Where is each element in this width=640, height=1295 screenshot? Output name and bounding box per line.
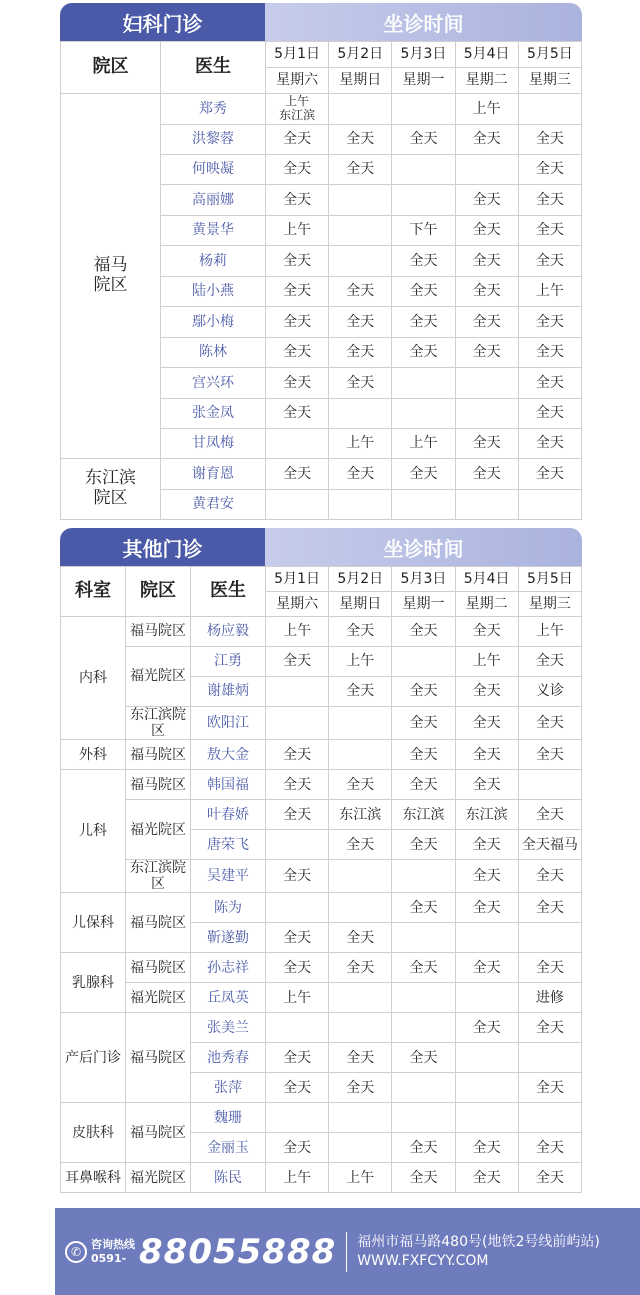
- schedule-cell: 全天: [455, 338, 518, 368]
- schedule-cell: 全天: [455, 277, 518, 307]
- schedule-cell: 全天: [455, 185, 518, 216]
- schedule-cell: 全天: [455, 770, 518, 800]
- schedule-cell: 全天: [266, 740, 329, 770]
- gyn-schedule-table: [60, 41, 582, 520]
- doctor-name: 孙志祥: [191, 953, 266, 983]
- schedule-cell: [455, 1103, 518, 1133]
- schedule-cell: 全天: [266, 338, 329, 368]
- schedule-cell: 全天: [329, 307, 392, 338]
- schedule-cell: [329, 893, 392, 923]
- schedule-cell: 全天: [518, 125, 581, 155]
- area-cell: 福光院区: [126, 983, 191, 1013]
- schedule-cell: 全天: [392, 246, 455, 277]
- date-header: 5月3日: [392, 42, 455, 68]
- table-row: [61, 94, 582, 125]
- schedule-cell: 全天: [329, 617, 392, 647]
- schedule-cell: 全天: [329, 338, 392, 368]
- date-header: 5月4日: [455, 567, 518, 592]
- schedule-cell: [455, 983, 518, 1013]
- schedule-cell: [266, 830, 329, 860]
- schedule-cell: 全天: [518, 429, 581, 459]
- schedule-cell: 上午 东江滨: [266, 94, 329, 125]
- schedule-cell: 全天: [518, 707, 581, 740]
- schedule-cell: 全天: [392, 953, 455, 983]
- schedule-cell: [518, 1043, 581, 1073]
- table-row: [61, 707, 582, 740]
- schedule-cell: [518, 1103, 581, 1133]
- schedule-cell: 全天: [329, 953, 392, 983]
- schedule-cell: 全天: [392, 1133, 455, 1163]
- date-header: 5月5日: [518, 567, 581, 592]
- schedule-cell: [455, 1043, 518, 1073]
- schedule-cell: 全天: [455, 893, 518, 923]
- schedule-cell: 全天: [266, 368, 329, 399]
- doctor-name: 靳遂勤: [191, 923, 266, 953]
- schedule-cell: 全天: [392, 893, 455, 923]
- schedule-cell: 全天: [329, 459, 392, 490]
- schedule-cell: [329, 216, 392, 246]
- schedule-cell: [392, 1103, 455, 1133]
- doctor-name: 高丽娜: [161, 185, 266, 216]
- schedule-cell: 全天: [518, 953, 581, 983]
- schedule-cell: 全天: [518, 1163, 581, 1193]
- dept-cell: 耳鼻喉科: [61, 1163, 126, 1193]
- dept-cell: 外科: [61, 740, 126, 770]
- col-dept: 科室: [61, 567, 126, 617]
- area-cell: 东江滨 院区: [61, 459, 161, 520]
- schedule-cell: 上午: [518, 617, 581, 647]
- phone-icon: ✆: [65, 1241, 87, 1263]
- schedule-cell: 全天: [329, 770, 392, 800]
- schedule-cell: [392, 368, 455, 399]
- doctor-name: 唐荣飞: [191, 830, 266, 860]
- schedule-cell: 全天: [455, 429, 518, 459]
- schedule-cell: 全天: [266, 307, 329, 338]
- doctor-name: 池秀春: [191, 1043, 266, 1073]
- schedule-cell: 全天: [518, 338, 581, 368]
- schedule-cell: 全天: [455, 246, 518, 277]
- schedule-cell: 全天: [266, 647, 329, 677]
- other-schedule-table: [60, 566, 582, 1193]
- schedule-cell: 全天: [329, 155, 392, 185]
- schedule-cell: [329, 1103, 392, 1133]
- schedule-cell: [392, 983, 455, 1013]
- schedule-cell: 全天: [329, 277, 392, 307]
- schedule-cell: 全天: [518, 368, 581, 399]
- schedule-cell: 全天: [266, 246, 329, 277]
- doctor-name: 郑秀: [161, 94, 266, 125]
- col-doctor: 医生: [191, 567, 266, 617]
- schedule-cell: 全天: [518, 399, 581, 429]
- schedule-cell: 全天: [455, 459, 518, 490]
- schedule-cell: 全天: [329, 1043, 392, 1073]
- doctor-name: 张萍: [191, 1073, 266, 1103]
- date-header: 5月3日: [392, 567, 455, 592]
- schedule-cell: 全天: [329, 1073, 392, 1103]
- schedule-cell: 上午: [329, 647, 392, 677]
- schedule-cell: [392, 490, 455, 520]
- schedule-cell: 全天: [455, 740, 518, 770]
- doctor-name: 甘凤梅: [161, 429, 266, 459]
- dept-cell: 内科: [61, 617, 126, 740]
- schedule-cell: 全天: [518, 1073, 581, 1103]
- area-cell: 东江滨院区: [126, 860, 191, 893]
- area-cell: 福马院区: [126, 770, 191, 800]
- schedule-cell: 全天: [518, 459, 581, 490]
- doctor-name: 杨莉: [161, 246, 266, 277]
- schedule-cell: [455, 368, 518, 399]
- col-area: 院区: [61, 42, 161, 94]
- schedule-cell: [392, 1013, 455, 1043]
- table-row: [61, 1103, 582, 1133]
- weekday-header: 星期三: [518, 68, 581, 94]
- area-cell: 福马院区: [126, 893, 191, 953]
- schedule-cell: 上午: [455, 94, 518, 125]
- divider: [346, 1232, 347, 1272]
- schedule-cell: 全天: [266, 1073, 329, 1103]
- doctor-name: 鄢小梅: [161, 307, 266, 338]
- schedule-cell: 全天: [518, 800, 581, 830]
- schedule-cell: [455, 923, 518, 953]
- schedule-cell: 上午: [266, 983, 329, 1013]
- dept-cell: 乳腺科: [61, 953, 126, 1013]
- schedule-cell: 全天: [392, 677, 455, 707]
- schedule-cell: [455, 490, 518, 520]
- schedule-cell: [455, 155, 518, 185]
- schedule-cell: [518, 923, 581, 953]
- schedule-cell: 全天: [455, 307, 518, 338]
- schedule-cell: 全天: [518, 216, 581, 246]
- schedule-cell: [266, 429, 329, 459]
- schedule-cell: 全天: [266, 185, 329, 216]
- schedule-cell: 全天: [392, 770, 455, 800]
- schedule-cell: 全天: [266, 1133, 329, 1163]
- schedule-cell: 上午: [266, 617, 329, 647]
- schedule-cell: 全天: [455, 1013, 518, 1043]
- area-cell: 福马院区: [126, 740, 191, 770]
- doctor-name: 杨应毅: [191, 617, 266, 647]
- schedule-cell: [266, 677, 329, 707]
- schedule-cell: 全天: [266, 155, 329, 185]
- schedule-cell: [392, 155, 455, 185]
- schedule-cell: 全天福马: [518, 830, 581, 860]
- schedule-cell: [329, 740, 392, 770]
- table-row: [61, 860, 582, 893]
- schedule-cell: [392, 860, 455, 893]
- schedule-cell: [518, 770, 581, 800]
- table-row: [61, 647, 582, 677]
- schedule-cell: 上午: [518, 277, 581, 307]
- gyn-title: 妇科门诊: [60, 3, 265, 41]
- schedule-cell: 全天: [266, 953, 329, 983]
- doctor-name: 谢育恩: [161, 459, 266, 490]
- schedule-cell: 全天: [455, 216, 518, 246]
- schedule-cell: [392, 185, 455, 216]
- schedule-cell: 全天: [266, 923, 329, 953]
- schedule-cell: 全天: [266, 399, 329, 429]
- schedule-cell: [455, 399, 518, 429]
- dept-cell: 儿科: [61, 770, 126, 893]
- schedule-cell: [329, 246, 392, 277]
- schedule-cell: 东江滨: [392, 800, 455, 830]
- schedule-cell: 全天: [518, 647, 581, 677]
- doctor-name: 陈为: [191, 893, 266, 923]
- doctor-name: 陈民: [191, 1163, 266, 1193]
- doctor-name: 张美兰: [191, 1013, 266, 1043]
- schedule-cell: 全天: [455, 1163, 518, 1193]
- schedule-cell: [329, 1013, 392, 1043]
- schedule-cell: 全天: [518, 1013, 581, 1043]
- schedule-cell: [392, 399, 455, 429]
- date-header: 5月5日: [518, 42, 581, 68]
- table-row: [61, 893, 582, 923]
- table-row: [61, 1013, 582, 1043]
- schedule-cell: 全天: [329, 923, 392, 953]
- schedule-cell: 全天: [455, 617, 518, 647]
- doctor-name: 丘凤英: [191, 983, 266, 1013]
- schedule-cell: [329, 983, 392, 1013]
- schedule-cell: 上午: [329, 1163, 392, 1193]
- schedule-cell: 上午: [455, 647, 518, 677]
- schedule-cell: [266, 893, 329, 923]
- doctor-name: 陈林: [161, 338, 266, 368]
- schedule-cell: 全天: [455, 953, 518, 983]
- schedule-cell: 全天: [518, 307, 581, 338]
- other-time-title: 坐诊时间: [265, 528, 582, 566]
- schedule-cell: 全天: [329, 677, 392, 707]
- area-cell: 福马院区: [126, 953, 191, 983]
- table-row: [61, 953, 582, 983]
- schedule-cell: [518, 94, 581, 125]
- schedule-cell: 全天: [266, 800, 329, 830]
- schedule-cell: 全天: [518, 860, 581, 893]
- schedule-cell: 全天: [455, 125, 518, 155]
- schedule-cell: 全天: [518, 1133, 581, 1163]
- phone-number[interactable]: 88055888: [139, 1231, 337, 1272]
- schedule-cell: 全天: [455, 1133, 518, 1163]
- area-cell: 福马院区: [126, 1103, 191, 1163]
- schedule-cell: 全天: [329, 830, 392, 860]
- doctor-name: 韩国福: [191, 770, 266, 800]
- doctor-name: 张金凤: [161, 399, 266, 429]
- weekday-header: 星期日: [329, 592, 392, 617]
- schedule-cell: 全天: [392, 125, 455, 155]
- schedule-cell: 上午: [329, 429, 392, 459]
- schedule-cell: 全天: [455, 677, 518, 707]
- schedule-cell: 全天: [455, 830, 518, 860]
- schedule-cell: [329, 94, 392, 125]
- area-cell: 福光院区: [126, 647, 191, 707]
- gyn-header: [60, 3, 582, 41]
- schedule-cell: [329, 399, 392, 429]
- schedule-cell: [266, 707, 329, 740]
- schedule-cell: [329, 185, 392, 216]
- schedule-cell: 全天: [329, 368, 392, 399]
- schedule-cell: 全天: [392, 459, 455, 490]
- schedule-cell: 义诊: [518, 677, 581, 707]
- col-doctor: 医生: [161, 42, 266, 94]
- schedule-cell: 东江滨: [329, 800, 392, 830]
- weekday-header: 星期二: [455, 592, 518, 617]
- schedule-cell: 全天: [392, 830, 455, 860]
- schedule-cell: 全天: [392, 338, 455, 368]
- doctor-name: 敖大金: [191, 740, 266, 770]
- other-title: 其他门诊: [60, 528, 265, 566]
- weekday-header: 星期三: [518, 592, 581, 617]
- schedule-cell: [392, 923, 455, 953]
- doctor-name: 宫兴环: [161, 368, 266, 399]
- date-header: 5月4日: [455, 42, 518, 68]
- table-row: [61, 740, 582, 770]
- doctor-name: 金丽玉: [191, 1133, 266, 1163]
- schedule-cell: [266, 1103, 329, 1133]
- area-cell: 东江滨院区: [126, 707, 191, 740]
- weekday-header: 星期六: [266, 68, 329, 94]
- schedule-cell: [266, 1013, 329, 1043]
- website-link[interactable]: WWW.FXFCYY.COM: [357, 1252, 489, 1269]
- doctor-name: 谢雄炳: [191, 677, 266, 707]
- area-cell: 福光院区: [126, 800, 191, 860]
- schedule-cell: 全天: [518, 185, 581, 216]
- schedule-cell: 上午: [266, 1163, 329, 1193]
- schedule-cell: [329, 707, 392, 740]
- schedule-cell: 全天: [455, 707, 518, 740]
- schedule-cell: 全天: [455, 860, 518, 893]
- date-header: 5月2日: [329, 567, 392, 592]
- schedule-cell: [392, 94, 455, 125]
- schedule-cell: 全天: [518, 740, 581, 770]
- dept-cell: 产后门诊: [61, 1013, 126, 1103]
- doctor-name: 洪黎蓉: [161, 125, 266, 155]
- weekday-header: 星期日: [329, 68, 392, 94]
- weekday-header: 星期二: [455, 68, 518, 94]
- schedule-cell: [266, 490, 329, 520]
- dept-cell: 儿保科: [61, 893, 126, 953]
- table-row: [61, 459, 582, 490]
- schedule-cell: 全天: [518, 155, 581, 185]
- doctor-name: 陆小燕: [161, 277, 266, 307]
- address: 福州市福马路480号(地铁2号线前屿站): [357, 1233, 600, 1250]
- date-header: 5月1日: [266, 567, 329, 592]
- schedule-cell: 全天: [392, 307, 455, 338]
- schedule-cell: 全天: [392, 1043, 455, 1073]
- area-cell: 福马 院区: [61, 94, 161, 459]
- hotline-block: [91, 1238, 135, 1264]
- schedule-cell: 全天: [266, 125, 329, 155]
- schedule-cell: 下午: [392, 216, 455, 246]
- dept-cell: 皮肤科: [61, 1103, 126, 1163]
- schedule-cell: 全天: [392, 277, 455, 307]
- doctor-name: 叶春娇: [191, 800, 266, 830]
- schedule-cell: 全天: [266, 277, 329, 307]
- doctor-name: 黄君安: [161, 490, 266, 520]
- table-row: [61, 800, 582, 830]
- weekday-header: 星期六: [266, 592, 329, 617]
- date-header: 5月2日: [329, 42, 392, 68]
- schedule-cell: 全天: [518, 893, 581, 923]
- schedule-cell: 东江滨: [455, 800, 518, 830]
- area-cell: 福光院区: [126, 1163, 191, 1193]
- schedule-cell: 全天: [392, 617, 455, 647]
- schedule-cell: [329, 860, 392, 893]
- schedule-cell: [329, 490, 392, 520]
- schedule-cell: 全天: [518, 246, 581, 277]
- schedule-cell: 全天: [266, 459, 329, 490]
- table-row: [61, 770, 582, 800]
- schedule-cell: 上午: [392, 429, 455, 459]
- table-row: [61, 1163, 582, 1193]
- schedule-cell: [392, 647, 455, 677]
- schedule-cell: 全天: [392, 740, 455, 770]
- weekday-header: 星期一: [392, 68, 455, 94]
- schedule-cell: 进修: [518, 983, 581, 1013]
- doctor-name: 吴建平: [191, 860, 266, 893]
- area-cell: 福马院区: [126, 1013, 191, 1103]
- hotline-label: 咨询热线: [91, 1238, 135, 1252]
- schedule-cell: 全天: [329, 125, 392, 155]
- other-header: [60, 528, 582, 566]
- col-area: 院区: [126, 567, 191, 617]
- schedule-cell: 上午: [266, 216, 329, 246]
- schedule-cell: 全天: [266, 770, 329, 800]
- schedule-cell: 全天: [266, 1043, 329, 1073]
- schedule-cell: 全天: [392, 707, 455, 740]
- weekday-header: 星期一: [392, 592, 455, 617]
- doctor-name: 江勇: [191, 647, 266, 677]
- schedule-cell: 全天: [266, 860, 329, 893]
- doctor-name: 黄景华: [161, 216, 266, 246]
- gyn-time-title: 坐诊时间: [265, 3, 582, 41]
- doctor-name: 欧阳江: [191, 707, 266, 740]
- table-row: [61, 617, 582, 647]
- schedule-cell: [518, 490, 581, 520]
- doctor-name: 何映凝: [161, 155, 266, 185]
- schedule-cell: 全天: [392, 1163, 455, 1193]
- area-code: 0591-: [91, 1251, 127, 1265]
- table-row: [61, 983, 582, 1013]
- doctor-name: 魏珊: [191, 1103, 266, 1133]
- schedule-cell: [455, 1073, 518, 1103]
- footer-bar: [55, 1208, 640, 1295]
- schedule-cell: [329, 1133, 392, 1163]
- area-cell: 福马院区: [126, 617, 191, 647]
- date-header: 5月1日: [266, 42, 329, 68]
- schedule-cell: [392, 1073, 455, 1103]
